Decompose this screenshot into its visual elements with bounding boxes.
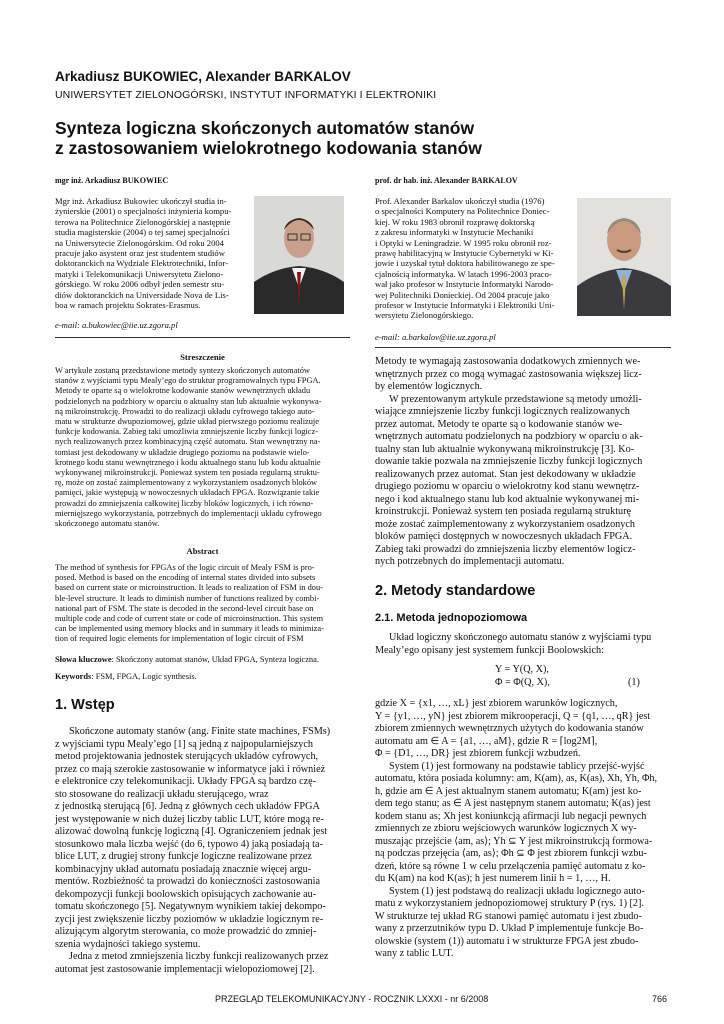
bio-right-text (375, 196, 575, 321)
text-line: nych potrzebnych do implementacji automatu. (375, 556, 565, 567)
text-line: kombinacyjny układ automatu posiadają znacznie więcej argu- (55, 863, 312, 875)
section-2-1-intro (375, 632, 671, 657)
text-line: matu z wykorzystaniem jednopoziomowej struktury P (rys. 1) [2]. (375, 898, 644, 909)
text-line: muszając przejście ⟨am, as⟩; Yh ⊆ Y jest mikroinstrukcją formowa- (375, 835, 653, 847)
text-line: rę, może on zostać zaimplementowany z wykorzystaniem osadzonych bloków (55, 478, 318, 488)
text-line: doktoranckich na Wydziale Elektrotechniki, Infor- (55, 258, 229, 269)
page-number: 766 (652, 994, 668, 1004)
text-line: h, gdzie am ∈ A jest aktualnym stanem automatu; K(am) jest ko- (375, 785, 642, 797)
text-line: posed. Method is based on the encoding of internal states divided into subsets (55, 573, 316, 583)
text-line: dzeń, które są równe 1 w celu przełączenia pamięć automatu z ko- (375, 860, 646, 872)
divider-left (55, 337, 350, 338)
text-line: terowa na Politechnice Zielonogórskiej a następnie (55, 216, 231, 227)
text-line: przez co mają szerokie zastosowanie w informatyce jaki i również (55, 763, 326, 775)
text-line: W prezentowanym artykule przedstawione są metody umożli- (389, 393, 642, 405)
text-line: przez automat. Metody te oparte są o kodowanie stanów we- (375, 418, 623, 430)
text-line: kodem stanu as; Xh jest koniunkcją afirmacji lub negacji pewnych (375, 810, 647, 822)
text-line: dekompozycji funkcji boolowskich opisujących zachowanie au- (55, 888, 317, 900)
text-line: ną mikroinstrukcję. Prowadzi to do realizacji układu cyfrowego takiego auto- (55, 406, 315, 416)
text-line: studia magisterskie (2004) o tej samej specjalności (55, 227, 230, 238)
text-line: Y = {y1, …, yN} jest zbiorem mikrooperacji, Q = {q1, …, qR} jest (375, 710, 651, 722)
text-line: wnętrznych przez co mogą wymagać zastosowania większej licz- (375, 368, 642, 380)
text-line: o specjalności Komputery na Politechnice Doniec- (375, 206, 550, 217)
section-2-1-text (375, 698, 671, 961)
text-line: ną podczas przejęcia ⟨am, as⟩; Φh ⊆ Φ jest zbiorem funkcji wzbu- (375, 848, 647, 859)
text-line: alizującym algorytm sterowania, co może prowadzić do zmniej- (55, 926, 317, 937)
text-line: alizować dowolną funkcję logiczną [4]. Ograniczeniem jednak jest (55, 826, 328, 837)
intro-continued-text (375, 356, 671, 569)
text-line: mentów. Rozbieżność ta prowadzi do konieczności zastosowania (55, 876, 320, 887)
text-line: kroinstrukcji. Ponieważ system ten posiada regularną strukturę (375, 506, 632, 517)
text-line: górskiego. W roku 2006 odbył jeden semestr stu- (55, 279, 225, 290)
text-line: automatu am ∈ A = {a1, …, aM}, gdzie R = ⌈log2M⌉, (375, 735, 598, 747)
text-line: can be implemented using memory blocks and in summary it leads to minimiza- (55, 624, 324, 634)
section-1-text (55, 726, 350, 976)
text-line: wnętrznych automatu podzielonych na podzbiory w oparciu o ak- (375, 431, 643, 442)
text-line: by elementów logicznych. (375, 381, 483, 392)
text-line: Zabieg taki prowadzi do zmniejszenia liczby elementów logicz- (375, 543, 636, 555)
keywords-pl-value: : Skończony automat stanów, Układ FPGA, Synteza logiczna. (111, 655, 319, 664)
text-line: tion of required logic elements for implementation of logic circuit of FSM (55, 634, 304, 644)
text-line: matu w strukturze dwupoziomowej, gdzie układ pierwszego poziomu realizuje (55, 417, 319, 427)
text-line: Φ = {D1, …, DR} jest zbiorem funkcji wzbudzeń. (375, 748, 581, 759)
text-line: olowskie (system (1)) automatu i w strukturze FPGA jest zbudo- (375, 935, 639, 947)
affiliation: UNIWERSYTET ZIELONOGÓRSKI, INSTYTUT INFORMATYKI I ELEKTRONIKI (55, 89, 437, 101)
text-line: zmiennych ze zbioru wejściowych warunków logicznych X wy- (375, 823, 637, 834)
text-line: miernięjszego wykorzystania, potrzebnych do implementacji układu cyfrowego (55, 508, 322, 518)
divider-right (375, 347, 671, 348)
text-line: e elektronice czy telekomunikacji. Układy FPGA są bardzo czę- (55, 776, 317, 787)
keywords-en-value: : FSM, FPGA, Logic synthesis. (91, 672, 197, 681)
portrait-icon (254, 196, 344, 314)
equation-1b: Φ = Φ(Q, X), (495, 677, 550, 688)
text-line: based on current state or microinstruction. It leads to realization of FSM in dou- (55, 583, 323, 593)
text-line: jest występowanie w nich dużej liczby tablic LUT, które mogą re- (55, 813, 324, 825)
text-line: żynierskie (2001) o specjalności inżynieria kompu- (55, 206, 232, 217)
text-line: z zakresu informatyki w Instytucie Mechaniki (375, 227, 534, 238)
section-2-heading: 2. Metody standardowe (375, 583, 536, 599)
text-line: krotnego kodu stanu wewnętrznego i kodu aktualnego stanu lub kodu aktualnie (55, 457, 321, 467)
text-line: Skończone automaty stanów (ang. Finite state machines, FSMs) (69, 726, 331, 737)
bio-left-email: e-mail: a.bukowiec@iie.uz.zgora.pl (55, 320, 178, 330)
text-line: matyki i Telekomunikacji Uniwersytetu Zielono- (55, 268, 224, 279)
text-line: skończonego automatu stanów. (55, 519, 160, 529)
text-line: ble-level structure. It leads to diminish number of functions realized by combi- (55, 593, 320, 603)
text-line: wersytetu Zielonogórskiego. (375, 310, 474, 321)
text-line: zycji jest zwiększenie liczby poziomów w układzie logicznym re- (55, 913, 324, 925)
keywords-en-label: Keywords (55, 672, 92, 681)
text-line: gdzie X = {x1, …, xL} jest zbiorem warunków logicznych, (375, 698, 618, 709)
text-line: prowadzi do zmniejszenia całkowitej liczby bloków logicznych, i ich równo- (55, 498, 314, 508)
text-line: stanów z wyjściami typu Mealy’ego do struktur programowalnych typu FPGA. (55, 376, 321, 386)
text-line: stosunkowo mała liczba wejść (do 6, typowo 4) jaką posiadają ta- (55, 838, 323, 850)
text-line: wej Politechniki Donieckiej. Od 2004 pracuje jako (375, 289, 550, 300)
text-line: wany z tablic LUT. (375, 948, 454, 959)
text-line: tomatu skończonego [5]. Negatywnym wynikiem takiej dekompo- (55, 901, 326, 912)
text-line: profesor w Instytucie Informatyki i Elektroniki Uni- (375, 300, 555, 311)
bio-right-email: e-mail: a.barkalov@iie.uz.zgora.pl (375, 332, 496, 342)
author-photo-barkalov (577, 198, 671, 316)
authors: Arkadiusz BUKOWIEC, Alexander BARKALOV (55, 69, 351, 84)
text-line: boa w ramach projektu Sokrates-Erasmus. (55, 300, 201, 311)
text-line: automatu, która posiada kolumny: am, K(am), as, K(as), Xh, Yh, Φh, (375, 773, 658, 784)
text-line: prawę habilitacyjną w Instytucie Cybernetyki w Ki- (375, 248, 554, 259)
text-line: wiające zmniejszenie liczby funkcji logicznych realizowanych (375, 406, 630, 417)
text-line: Mealy’ego opisany jest systemem funkcji Boolowskich: (375, 644, 604, 656)
text-line: funkcje kodowania. Zabieg taki umożliwia zmniejszenie liczby funkcji logicz- (55, 427, 319, 437)
text-line: national part of FSM. The state is decoded in the second-level circuit base on (55, 603, 314, 613)
text-line: kiej. W roku 1983 obronił rozprawę doktorską (375, 216, 535, 227)
abstract-text (55, 563, 350, 645)
text-line: może zostać zaimplementowany z wykorzystaniem osadzonych (375, 518, 635, 530)
text-line: Mgr inż. Arkadiusz Bukowiec ukończył studia in- (55, 196, 227, 206)
text-line: Prof. Alexander Barkalov ukończył studia (1976) (375, 196, 545, 206)
keywords-pl (55, 655, 350, 665)
paper-title (55, 118, 675, 158)
abstract-heading: Abstract (186, 546, 219, 556)
bio-right-heading: prof. dr hab. inż. Alexander BARKALOV (375, 176, 518, 185)
bio-left-heading: mgr inż. Arkadiusz BUKOWIEC (55, 176, 169, 185)
text-line: nego i kod aktualnego stanu lub kod aktualnie wykonywanej mi- (375, 493, 639, 505)
text-line: na Uniwersytecie Zielonogórskim. Od roku 2004 (55, 237, 224, 248)
text-line: metod projektowania jednostek sterujących układów cyfrowych, (55, 751, 319, 762)
streszczenie-text (55, 366, 350, 529)
text-line: pamięci, jakie występują w nowoczesnych układach FPGA. Rozwiązanie takie (55, 488, 320, 498)
text-line: Metody te wymagają zastosowania dodatkowych zmiennych we- (375, 356, 641, 367)
text-line: wany z przerzutników typu D. Układ P implementuje funkcje Bo- (375, 923, 644, 934)
text-line: pracuje jako asystent oraz jest studentem studiów (55, 248, 225, 259)
portrait-icon (577, 198, 671, 316)
text-line: cjalnością informatyka. W latach 1996-2003 praco- (375, 268, 552, 279)
text-line: z jednostką sterującą [6]. Jedną z głównych cech układów FPGA (55, 801, 320, 812)
bio-left-text (55, 196, 248, 310)
text-line: The method of synthesis for FPGAs of the logic circuit of Mealy FSM is pro- (55, 563, 315, 572)
section-1-heading: 1. Wstęp (55, 697, 115, 713)
equation-number: (1) (628, 677, 640, 688)
text-line: System (1) jest podstawą do realizacji układu logicznego auto- (389, 885, 645, 897)
journal-footer: PRZEGLĄD TELEKOMUNIKACYJNY - ROCZNIK LXXXI - nr 6/2008 (215, 994, 489, 1004)
text-line: podzielonych na podzbiory w oparciu o aktualny stan lub aktualnie wykonywa- (55, 396, 322, 406)
title-line-1: Synteza logiczna skończonych automatów stanów (55, 118, 475, 138)
text-line: System (1) jest formowany na podstawie tablicy przejść-wyjść (389, 760, 645, 772)
text-line: du K(am) na kod K(as); h jest numerem linii h = 1, …, H. (375, 873, 611, 884)
text-line: bloków pamięci dostępnych w nowoczesnych układach FPGA. (375, 531, 633, 542)
text-line: jowie i uzyskał tytuł doktora habilitowanego ze spe- (375, 258, 555, 269)
keywords-en (55, 672, 350, 682)
streszczenie-heading: Streszczenie (180, 352, 225, 362)
text-line: Układ logiczny skończonego automatu stanów z wyjściami typu (389, 632, 652, 643)
text-line: diów doktoranckich na Universidade Nova de Lis- (55, 289, 229, 300)
text-line: multiple code and code of current state or code of microinstruction. This system (55, 614, 324, 624)
text-line: zbiorem zmiennych wewnętrznych użytych do kodowania stanów (375, 723, 644, 734)
text-line: W artykule zostaną przedstawione metody syntezy skończonych automatów (55, 366, 310, 375)
text-line: wał jako profesor w Instytucie Informatyki Narodo- (375, 279, 554, 290)
text-line: dowanie takie pozwala na zmniejszenie liczby funkcji logicznych (375, 456, 643, 467)
text-line: sto stosowane do realizacji układu sterującego, wraz (55, 788, 269, 800)
text-line: Jedna z metod zmniejszenia liczby funkcji realizowanych przez (69, 951, 329, 962)
title-line-2: z zastosowaniem wielokrotnego kodowania stanów (55, 138, 482, 158)
subsection-2-1-heading: 2.1. Metoda jednopoziomowa (375, 612, 528, 624)
text-line: nych realizowanych przez kombinacyjną część automatu. Stan wewnętrzny na- (55, 437, 321, 447)
text-line: tomiast jest dekodowany w układzie drugiego poziomu na podstawie wielo- (55, 447, 310, 457)
text-line: z wyjściami typu Mealy’ego [1] są jedną z najpopularniejszych (55, 738, 313, 750)
text-line: realizowanych przez automat. Stan jest dekodowany w układzie (375, 468, 636, 480)
keywords-pl-label: Słowa kluczowe (55, 655, 112, 664)
text-line: i Optyki w Leningradzie. W 1995 roku obronił roz- (375, 237, 552, 248)
text-line: blice LUT, z drugiej strony funkcje logiczne realizowane przez (55, 851, 312, 862)
text-line: dem tego stanu; as ∈ A jest następnym stanem automatu; K(as) jest (375, 798, 651, 809)
text-line: W strukturze tej układ RG stanowi pamięć automatu i jest zbudo- (375, 910, 642, 922)
text-line: szenia wydajności takiego systemu. (55, 938, 201, 950)
text-line: tualny stan lub aktualnie wykonywaną mikroinstrukcję [3]. Ko- (375, 443, 635, 455)
author-photo-bukowiec (254, 196, 344, 314)
equation-1a: Y = Y(Q, X), (495, 664, 549, 675)
text-line: wykonywanej mikroinstrukcji. Ponieważ system ten posiada regularną struktu- (55, 468, 320, 478)
text-line: automat jest zastosowanie implementacji wielopoziomowej [2]. (55, 963, 315, 975)
text-line: drugiego poziomu w oparciu o wielokrotny kod stanu wewnętrz- (375, 481, 640, 492)
text-line: Metody te oparte są o wielokrotne kodowanie stanów wewnętrznych układu (55, 386, 311, 396)
